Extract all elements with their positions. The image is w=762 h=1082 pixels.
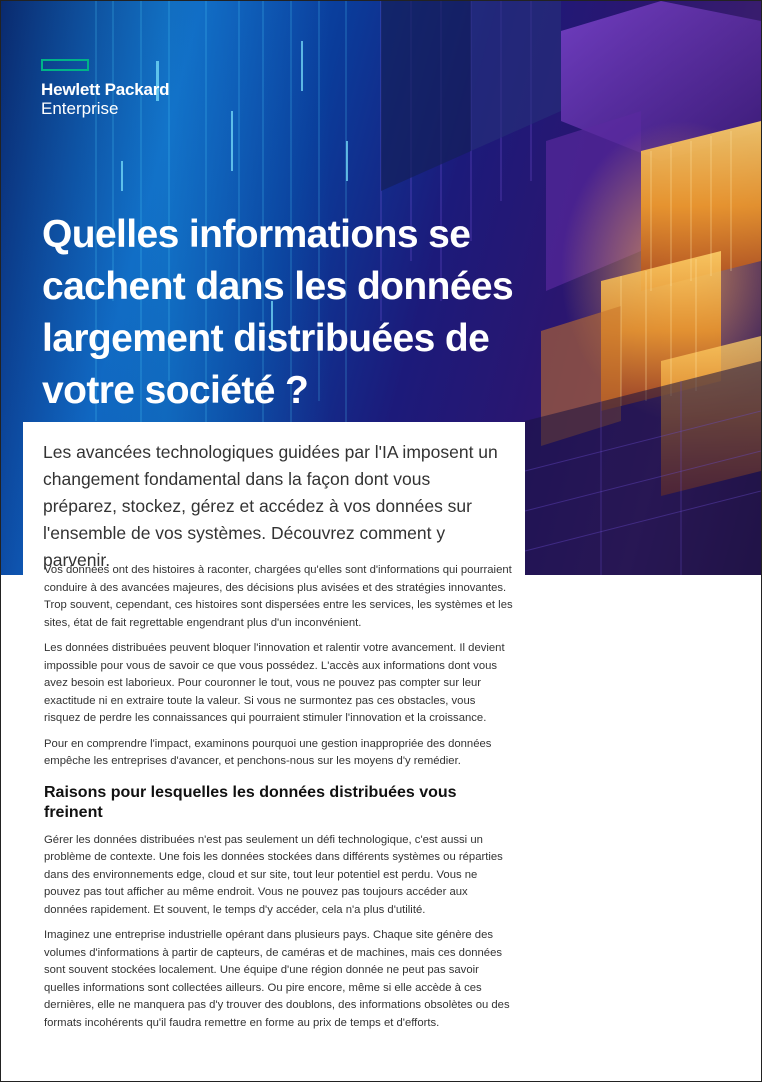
section-heading: Raisons pour lesquelles les données distribuées vous freinent: [44, 783, 457, 821]
paragraph: Gérer les données distribuées n'est pas seulement un défi technologique, c'est aussi un problème de contexte. Une fois les données stockées dans différents systèmes ou réparties dans des environnements edge, cloud et sur site, tout leur potentiel est perdu. Vous ne pouvez pas tout afficher au même endroit. Vous ne pouvez pas toujours accéder aux données rapidement. Et souvent, le temps d'y accéder, cela n'a plus d'utilité.: [44, 833, 503, 916]
paragraph: Vos données ont des histoires à raconter, chargées qu'elles sont d'informations qui pourraient conduire à des avancées majeures, des décisions plus avisées et des stratégies innovantes. Trop souvent, cependant, ces histoires sont dispersées entre les services, les systèmes et les sites, état de fait regrettable engendrant plus d'un inconvénient.: [44, 564, 513, 629]
hpe-logo-element-icon: [41, 59, 89, 71]
logo-line-1: Hewlett Packard: [41, 80, 170, 99]
intro-text: Les avancées technologiques guidées par l'IA imposent un changement fondamental dans la façon dont vous préparez, stockez, gérez et accédez à vos données sur l'ensemble de vos systèmes. Découvrez comment y parvenir.: [43, 442, 498, 570]
paragraph: Pour en comprendre l'impact, examinons pourquoi une gestion inappropriée des données empêche les entreprises d'avancer, et penchons-nous sur les moyens d'y remédier.: [44, 737, 492, 767]
paragraph: Les données distribuées peuvent bloquer l'innovation et ralentir votre avancement. Il devient impossible pour vous de savoir ce que vous possédez. L'accès aux informations dont vous avez besoin est laborieux. Pour couronner le tout, vous ne pouvez pas compter sur leur exactitude ni en extraire toute la valeur. Si vous ne surmontez pas ces obstacles, vous risquez de perdre les connaissances qui pourraient stimuler l'innovation et la croissance.: [44, 642, 505, 724]
hpe-logo: [41, 59, 169, 118]
paragraph: Imaginez une entreprise industrielle opérant dans plusieurs pays. Chaque site génère des volumes d'informations à partir de capteurs, de caméras et de machines, mais ces données sont souvent stockées localement. Une équipe d'une région donnée ne peut pas savoir quelles informations sont collectées ailleurs. Ou pire encore, même si elle accède à ces dernières, elle ne manquera pas d'y trouver des doublons, des informations obsolètes ou des formats incohérents qu'il faudra remettre en forme au prix de temps et d'efforts.: [44, 929, 510, 1029]
logo-line-2: Enterprise: [41, 99, 119, 118]
body-content: [44, 562, 514, 1040]
intro-box: [23, 422, 525, 582]
document-title: Quelles informations se cachent dans les données largement distribuées de votre société ?: [42, 213, 514, 412]
